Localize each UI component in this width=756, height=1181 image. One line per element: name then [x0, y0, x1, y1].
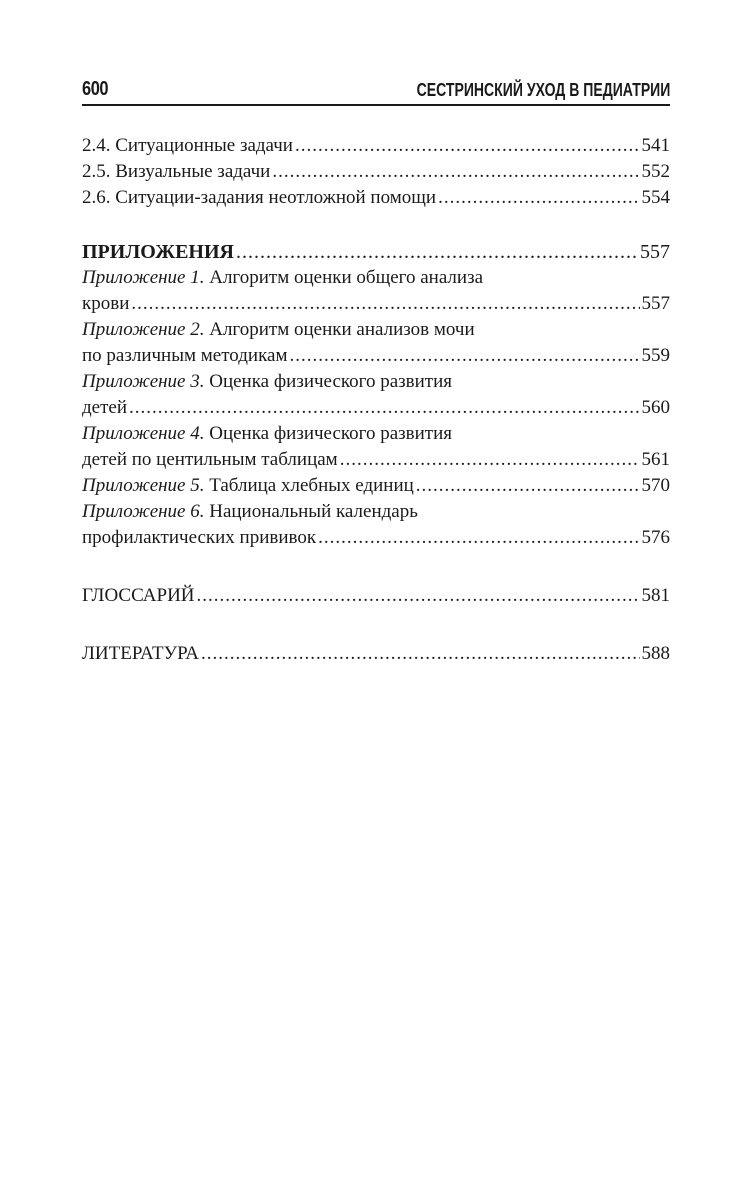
leader-dots: [129, 395, 639, 421]
appendix-title: Национальный календарь: [204, 501, 418, 522]
spacer: [82, 609, 670, 641]
leader-dots: [197, 583, 640, 609]
toc-entry-last-line: [82, 395, 670, 421]
toc-entry-page: 581: [641, 585, 670, 606]
appendix-prefix: Приложение 2.: [82, 319, 205, 340]
leader-dots: [236, 239, 638, 265]
toc-entry-last-line: [82, 291, 670, 317]
leader-dots: [201, 641, 640, 667]
toc-entry-appendix-4[interactable]: [82, 421, 670, 473]
toc-entry-label: ЛИТЕРАТУРА: [82, 643, 199, 664]
toc-entry-appendix-2[interactable]: [82, 317, 670, 369]
toc-entry-page: 560: [641, 397, 670, 418]
toc-entry-2-6[interactable]: [82, 185, 670, 211]
toc-entry-label: 2.4. Ситуационные задачи: [82, 135, 293, 156]
toc-entry-appendices[interactable]: [82, 239, 670, 265]
running-header: [82, 78, 670, 106]
toc-entry-page: 570: [641, 475, 670, 496]
leader-dots: [295, 133, 640, 159]
appendix-title-cont: крови: [82, 293, 130, 314]
toc-entry-glossary[interactable]: [82, 583, 670, 609]
toc-entry-label: 2.5. Визуальные задачи: [82, 161, 271, 182]
leader-dots: [340, 447, 640, 473]
toc-entry-appendix-5[interactable]: [82, 473, 670, 499]
toc-entry-page: 576: [641, 527, 670, 548]
appendix-prefix: Приложение 6.: [82, 501, 205, 522]
toc-entry-page: 541: [641, 135, 670, 156]
leader-dots: [272, 159, 639, 185]
toc-entry-2-5[interactable]: [82, 159, 670, 185]
appendix-title: Оценка физического развития: [204, 423, 453, 444]
appendix-prefix: Приложение 1.: [82, 267, 205, 288]
toc-entry-last-line: [82, 525, 670, 551]
toc-entry-page: 557: [640, 241, 670, 263]
appendix-title-cont: детей по центильным таблицам: [82, 449, 338, 470]
appendix-title: Алгоритм оценки анализов мочи: [204, 319, 475, 340]
toc-entry-page: 588: [641, 643, 670, 664]
toc-entry-label: [82, 473, 414, 499]
spacer: [82, 211, 670, 239]
toc-entry-label: 2.6. Ситуации-задания неотложной помощи: [82, 187, 437, 208]
appendix-title-cont: профилактических прививок: [82, 527, 317, 548]
appendix-title-cont: по различным методикам: [82, 345, 288, 366]
leader-dots: [318, 525, 639, 551]
appendix-prefix: Приложение 5.: [82, 475, 205, 496]
appendix-title: Оценка физического развития: [204, 371, 453, 392]
appendix-prefix: Приложение 3.: [82, 371, 205, 392]
toc-entry-page: 557: [641, 293, 670, 314]
toc-entry-page: 561: [641, 449, 670, 470]
toc-heading-label: ПРИЛОЖЕНИЯ: [82, 241, 234, 263]
leader-dots: [416, 473, 640, 499]
toc-entry-first-line: [82, 369, 670, 395]
table-of-contents: [82, 133, 670, 667]
leader-dots: [289, 343, 639, 369]
toc-entry-first-line: [82, 499, 670, 525]
toc-entry-last-line: [82, 447, 670, 473]
toc-entry-page: 552: [641, 161, 670, 182]
toc-entry-appendix-6[interactable]: [82, 499, 670, 551]
page-number: 600: [82, 78, 109, 100]
toc-entry-page: 554: [641, 187, 670, 208]
toc-entry-appendix-1[interactable]: [82, 265, 670, 317]
leader-dots: [131, 291, 639, 317]
appendix-title: Таблица хлебных единиц: [204, 475, 414, 496]
leader-dots: [438, 185, 639, 211]
appendix-title-cont: детей: [82, 397, 128, 418]
toc-entry-label: ГЛОССАРИЙ: [82, 585, 195, 606]
toc-entry-2-4[interactable]: [82, 133, 670, 159]
toc-entry-first-line: [82, 317, 670, 343]
running-title: СЕСТРИНСКИЙ УХОД В ПЕДИАТРИИ: [416, 80, 670, 100]
toc-entry-first-line: [82, 421, 670, 447]
appendix-title: Алгоритм оценки общего анализа: [204, 267, 484, 288]
toc-entry-first-line: [82, 265, 670, 291]
toc-entry-page: 559: [641, 345, 670, 366]
appendix-prefix: Приложение 4.: [82, 423, 205, 444]
toc-entry-appendix-3[interactable]: [82, 369, 670, 421]
toc-entry-last-line: [82, 343, 670, 369]
spacer: [82, 551, 670, 583]
toc-entry-literature[interactable]: [82, 641, 670, 667]
